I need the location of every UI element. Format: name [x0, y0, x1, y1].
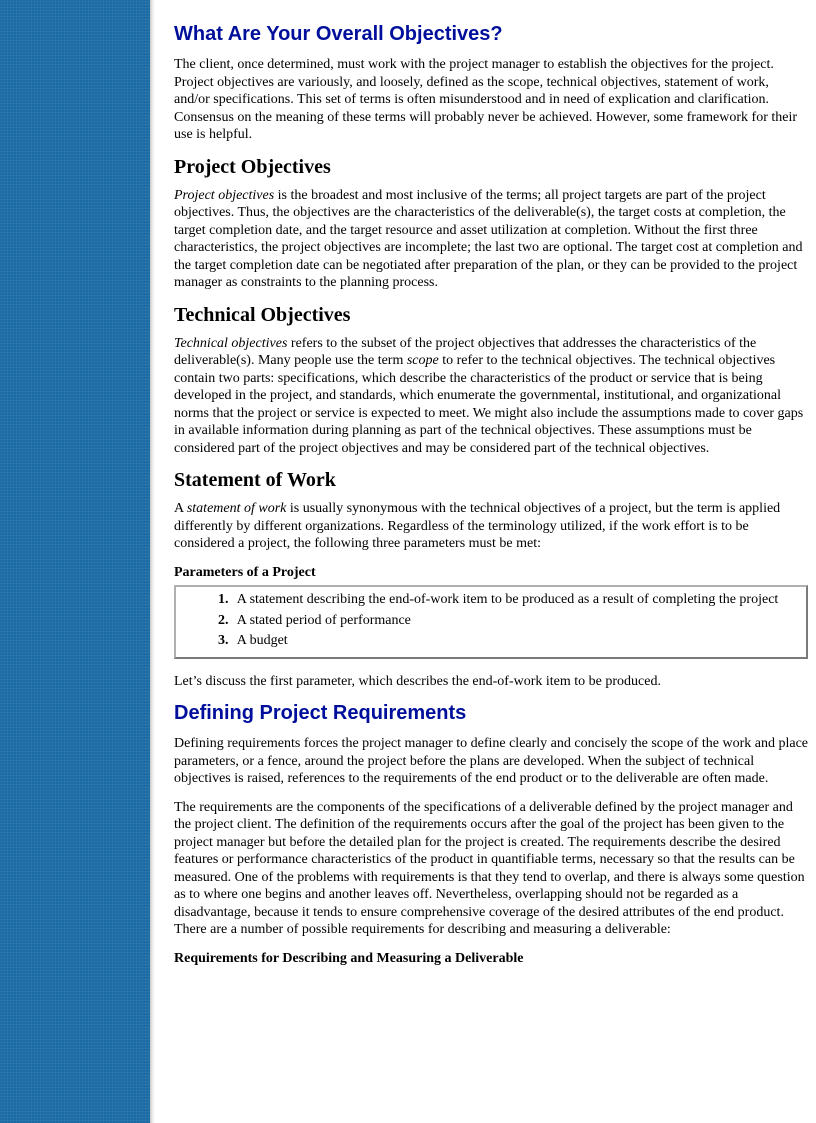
parameters-list: [176, 590, 806, 652]
heading-defining-requirements: Defining Project Requirements: [174, 702, 467, 724]
heading-overall-objectives: What Are Your Overall Objectives?: [174, 23, 503, 45]
list-number: 3.: [218, 633, 229, 648]
paragraph-after-list: Let’s discuss the first parameter, which describes the end-of-work item to be produced.: [174, 673, 661, 689]
text-technical-objectives-2: to refer to the technical objectives. The technical objectives contain two parts: specifications, which describe the characteristics of the product or service that is being developed in the project, and standards, which enumerate the governmental, institutional, and organizational norms that the project or service is expected to meet. We might also include the assumptions made to cover gaps in available information during planning as part of the technical objectives. These assumptions must be considered part of the project objectives and may be considered part of the technical objectives.: [174, 353, 804, 456]
heading-project-objectives: Project Objectives: [174, 155, 331, 178]
paragraph-requirements-2: The requirements are the components of the specifications of a deliverable defined by the project manager and the project client. The definition of the requirements occurs after the goal of the project has been given to the project manager but before the detailed plan for the project is created. The requirements describe the desired features or performance characteristics of the product in quantifiable terms, necessary so that the results can be measured. One of the problems with requirements is that they tend to overlap, and there is always some question as to where one begins and another leaves off. Nevertheless, overlapping should not be regarded as a disadvantage, because it tends to ensure comprehensive coverage of the desired attributes of the end product. There are a number of possible requirements for describing and measuring a deliverable:: [174, 799, 805, 937]
term-scope: scope: [406, 353, 439, 368]
paragraph-requirements-1: Defining requirements forces the project manager to define clearly and concisely the scope of the work and place parameters, or a fence, around the project before the plans are developed. When the subject of technical objectives is raised, references to the requirements of the end product or to the deliverable are often made.: [174, 736, 809, 786]
heading-statement-of-work: Statement of Work: [174, 469, 336, 491]
paragraph-overall-objectives: The client, once determined, must work with the project manager to establish the objectives for the project. Project objectives are variously, and loosely, defined as the scope, technical objectives, statement of work, and/or specifications. This set of terms is often misunderstood and in need of explication and clarification. Consensus on the meaning of these terms will probably never be achieved. However, some framework for their use is helpful.: [174, 57, 798, 142]
term-project-objectives: Project objectives: [174, 187, 275, 203]
subheading-requirements: Requirements for Describing and Measuring a Deliverable: [174, 950, 524, 966]
text-project-objectives: is the broadest and most inclusive of the terms; all project targets are part of the project objectives. Thus, the objectives are the characteristics of the deliverable(s), the target costs at completion, the target completion date, and the target resource and asset utilization at completion. Without the first three characteristics, the project objectives are incomplete; the last two are optional. The target cost at completion and the target completion date can be negotiated after preparation of the plan, or they can be provided to the project manager as constraints to the planning process.: [174, 187, 803, 290]
parameters-box: [174, 585, 808, 659]
document-content: [174, 16, 808, 971]
list-text: A stated period of performance: [236, 612, 411, 628]
text-technical-objectives-1: refers to the subset of the project objectives that addresses the characteristics of the deliverable(s). Many people use the term: [174, 335, 757, 368]
sidebar-edge: [150, 0, 155, 1123]
list-title-parameters: Parameters of a Project: [174, 564, 316, 580]
heading-technical-objectives: Technical Objectives: [174, 303, 351, 326]
paragraph-technical-objectives: [174, 335, 808, 458]
term-technical-objectives: Technical objectives: [174, 335, 288, 351]
paragraph-project-objectives: [174, 187, 808, 292]
list-number: 1.: [218, 592, 229, 607]
text-sow-rest: is usually synonymous with the technical objectives of a project, but the term is applied differently by different organizations. Regardless of the terminology utilized, if the work effort is to be considered a project, the following three parameters must be met:: [174, 501, 781, 551]
sidebar-decoration: [0, 0, 150, 1123]
list-item: [218, 631, 806, 652]
paragraph-statement-of-work: [174, 500, 808, 553]
text-sow-lead: A: [174, 501, 187, 516]
term-statement-of-work: statement of work: [186, 501, 287, 516]
list-number: 2.: [218, 612, 229, 628]
list-text: A statement describing the end-of-work item to be produced as a result of completing the project: [236, 592, 779, 607]
list-item: [218, 611, 806, 632]
list-item: [218, 590, 806, 611]
list-text: A budget: [236, 633, 288, 648]
